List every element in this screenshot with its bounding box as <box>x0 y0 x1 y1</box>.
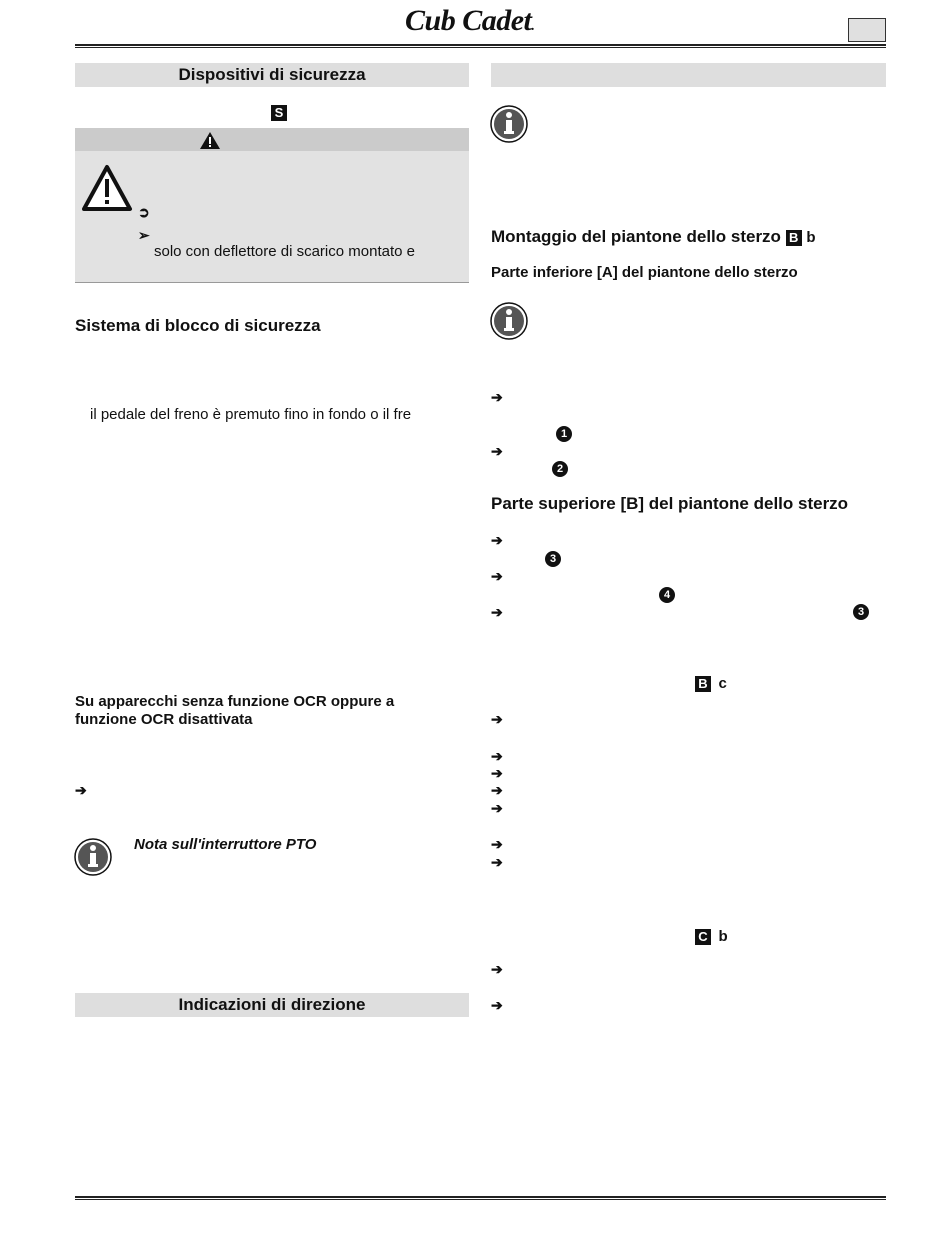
footer-rule <box>75 1196 886 1200</box>
callout-3b: 3 <box>853 604 869 620</box>
header-rule <box>75 44 886 48</box>
arrow-icon: ➔ <box>491 765 503 781</box>
arrow-icon: ➔ <box>491 443 503 459</box>
arrow-icon: ➔ <box>491 854 503 870</box>
interlock-heading: Sistema di blocco di sicurezza <box>75 316 321 335</box>
lower-part-heading: Parte inferiore [A] del piantone dello sterzo <box>491 264 798 281</box>
figure-ref-bc: B c <box>695 675 727 693</box>
warning-triangle-icon <box>81 164 133 212</box>
chevron-bullet-icon: ➢ <box>138 227 150 243</box>
warning-box <box>75 128 469 283</box>
info-icon <box>490 302 528 340</box>
ocr-heading-line2: funzione OCR disattivata <box>75 711 253 728</box>
info-icon <box>74 838 112 876</box>
callout-1: 1 <box>556 426 572 442</box>
upper-part-heading: Parte superiore [B] del piantone dello sterzo <box>491 494 849 513</box>
arrow-icon: ➔ <box>491 389 503 405</box>
info-icon <box>490 105 528 143</box>
section-heading-safety-devices: Dispositivi di sicurezza <box>75 63 469 87</box>
arrow-icon: ➔ <box>491 997 503 1013</box>
arrow-icon: ➔ <box>75 782 87 798</box>
arrow-icon: ➔ <box>491 568 503 584</box>
section-heading-direction: Indicazioni di direzione <box>75 993 469 1017</box>
figure-ref-cb: C b <box>695 928 728 946</box>
arrow-icon: ➔ <box>491 782 503 798</box>
arrow-icon: ➔ <box>491 604 503 620</box>
arrow-icon: ➔ <box>491 961 503 977</box>
warning-text: solo con deflettore di scarico montato e <box>154 243 415 260</box>
pto-note-title: Nota sull'interruttore PTO <box>134 836 317 853</box>
arrow-icon: ➔ <box>491 800 503 816</box>
section-heading-right-blank <box>491 63 886 87</box>
callout-2: 2 <box>552 461 568 477</box>
steering-column-heading: Montaggio del piantone dello sterzo B b <box>491 227 816 246</box>
ocr-heading-line1: Su apparecchi senza funzione OCR oppure a <box>75 693 395 710</box>
callout-3: 3 <box>545 551 561 567</box>
interlock-text: il pedale del freno è premuto fino in fondo o il fre <box>90 406 412 423</box>
figure-badge-b: B <box>786 230 802 246</box>
brand-logo: Cub Cadet. <box>405 4 535 37</box>
symbol-badge-s: S <box>271 104 287 122</box>
arrow-icon: ➔ <box>491 836 503 852</box>
bullet-arrow-icon: ➲ <box>138 204 150 220</box>
arrow-icon: ➔ <box>491 748 503 764</box>
page-number-box <box>848 18 886 42</box>
callout-4: 4 <box>659 587 675 603</box>
arrow-icon: ➔ <box>491 532 503 548</box>
warning-header <box>75 128 469 151</box>
warning-small-icon <box>199 131 221 150</box>
arrow-icon: ➔ <box>491 711 503 727</box>
